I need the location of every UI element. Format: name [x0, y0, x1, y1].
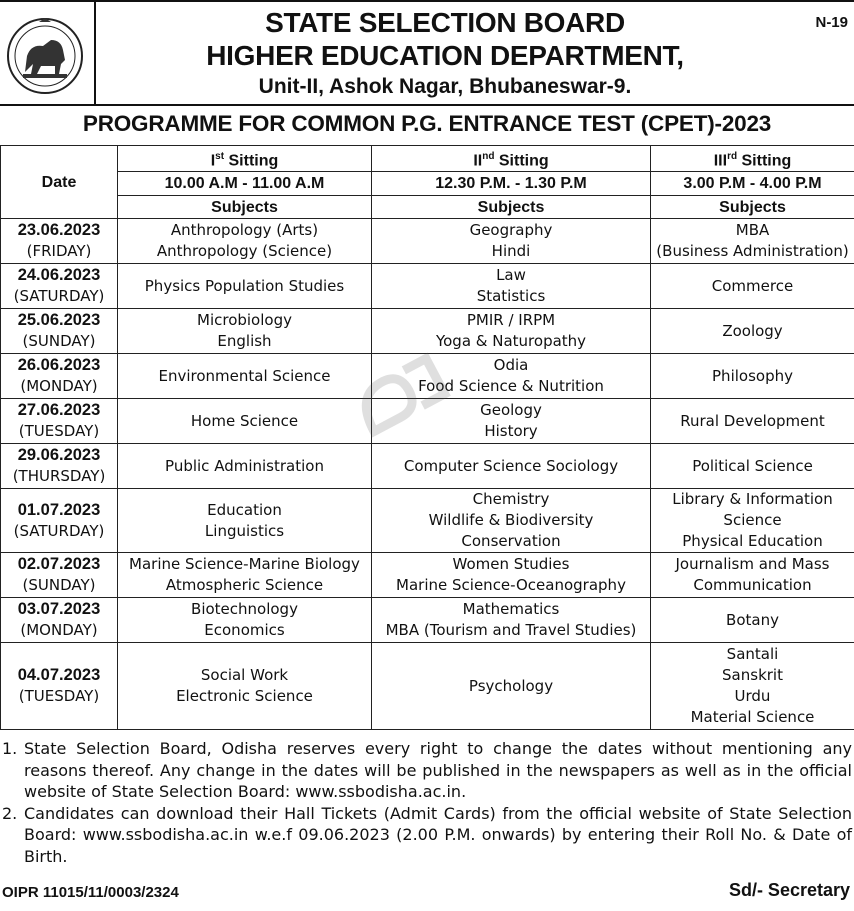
sitting-1-subjects [118, 264, 372, 309]
board-title: STATE SELECTION BOARD [265, 7, 625, 38]
subject: Physics Population Studies [144, 276, 345, 295]
subject: Home Science [190, 411, 299, 430]
schedule-table [0, 145, 854, 730]
sitting-3-subjects [651, 309, 854, 354]
note-1 [2, 738, 852, 803]
odisha-emblem-icon [5, 16, 85, 96]
date-cell [1, 219, 118, 264]
sitting-2-subjects [372, 553, 651, 598]
sitting-3-subjects [651, 399, 854, 444]
subject: Communication [693, 576, 812, 595]
date-cell [1, 354, 118, 399]
sitting-1-subjects [118, 309, 372, 354]
subject: Marine Science-Oceanography [396, 576, 626, 595]
table-row [1, 598, 854, 643]
subject: Botany [726, 610, 779, 629]
exam-day: (SUNDAY) [22, 332, 96, 351]
note-number: 2. [2, 803, 18, 823]
date-cell [1, 264, 118, 309]
subject: MBA [735, 221, 770, 240]
subject: Rural Development [680, 411, 825, 430]
subject: Economics [204, 621, 285, 640]
emblem-box [0, 2, 96, 106]
sitting-1-subjects [118, 444, 372, 489]
signature: Sd/- Secretary [728, 880, 850, 900]
note-text: Candidates can download their Hall Tickets (Admit Cards) from the official website of State Selection Board: www.ssbodisha.ac.in w.e.f 09.06.2023 (2.00 P.M. onwards) by entering their Roll No. & Date of Birth. [24, 803, 852, 866]
subject: Sanskrit [722, 666, 783, 685]
exam-day: (FRIDAY) [26, 242, 92, 261]
sitting-1-subjects [118, 643, 372, 730]
sitting-2-subjects [372, 643, 651, 730]
subjects-header: Subjects [651, 196, 854, 219]
subject: Social Work [200, 666, 289, 685]
sitting-2-subjects [372, 219, 651, 264]
subject: Marine Science-Marine Biology [129, 555, 360, 574]
sitting-1-subjects [118, 219, 372, 264]
sitting-3-subjects [651, 444, 854, 489]
subject: Wildlife & Biodiversity [428, 511, 594, 530]
subject: English [217, 332, 272, 351]
sitting-time-1: 10.00 A.M - 11.00 A.M [118, 172, 372, 196]
date-cell [1, 309, 118, 354]
sitting-2-subjects [372, 598, 651, 643]
subjects-header: Subjects [118, 196, 372, 219]
date-cell [1, 399, 118, 444]
subject: Linguistics [204, 521, 285, 540]
exam-day: (THURSDAY) [12, 467, 106, 486]
subject: Microbiology [197, 311, 292, 330]
subject: Philosophy [712, 366, 793, 385]
subject: Urdu [734, 687, 771, 706]
subject: Psychology [468, 676, 554, 695]
sitting-3-subjects [651, 264, 854, 309]
note-2 [2, 803, 852, 868]
subject: Atmospheric Science [165, 576, 324, 595]
sitting-3-subjects [651, 219, 854, 264]
sitting-2-subjects [372, 444, 651, 489]
sitting-1-subjects [118, 399, 372, 444]
table-row [1, 264, 854, 309]
subject: Geography [469, 221, 553, 240]
subject: Education [207, 500, 282, 519]
exam-date: 26.06.2023 [17, 356, 101, 375]
header [0, 0, 854, 106]
department-title: HIGHER EDUCATION DEPARTMENT, [206, 40, 684, 71]
subject: Santali [726, 645, 779, 664]
exam-date: 29.06.2023 [17, 446, 101, 465]
title-block [96, 6, 794, 100]
sitting-1-subjects [118, 598, 372, 643]
sitting-1-subjects [118, 553, 372, 598]
subject: Biotechnology [191, 600, 298, 619]
exam-day: (MONDAY) [20, 377, 98, 396]
table-row [1, 444, 854, 489]
table-row [1, 643, 854, 730]
date-cell [1, 444, 118, 489]
reference-number: OIPR 11015/11/0003/2324 [2, 884, 179, 901]
sitting-time-2: 12.30 P.M. - 1.30 P.M [372, 172, 651, 196]
exam-day: (SUNDAY) [22, 576, 96, 595]
sitting-2-subjects [372, 489, 651, 553]
subject: History [484, 422, 538, 441]
subject: Conservation [461, 532, 561, 551]
subject: Mathematics [462, 600, 560, 619]
subject: Anthropology (Arts) [170, 221, 319, 240]
sitting-1-subjects [118, 489, 372, 553]
sitting-3-subjects [651, 553, 854, 598]
note-text: State Selection Board, Odisha reserves every right to change the dates without mentioning any reasons thereof. Any change in the dates will be published in the newspapers as well as in the official website of State Selection Board: www.ssbodisha.ac.in. [24, 739, 852, 802]
date-cell [1, 553, 118, 598]
schedule-body [1, 219, 854, 730]
subject: Statistics [476, 287, 546, 306]
subject: Library & Information [672, 490, 833, 509]
sitting-3-subjects [651, 354, 854, 399]
exam-day: (SATURDAY) [13, 521, 105, 540]
subject: Material Science [690, 708, 815, 727]
sitting-header-1: Ist Sitting [118, 146, 372, 172]
subject: Law [496, 266, 526, 285]
exam-day: (MONDAY) [20, 621, 98, 640]
subject: Chemistry [472, 490, 550, 509]
exam-date: 24.06.2023 [17, 266, 101, 285]
table-row [1, 553, 854, 598]
subjects-header: Subjects [372, 196, 651, 219]
sitting-header-3: IIIrd Sitting [651, 146, 854, 172]
table-row [1, 489, 854, 553]
sitting-3-subjects [651, 643, 854, 730]
exam-day: (TUESDAY) [18, 422, 100, 441]
programme-title: PROGRAMME FOR COMMON P.G. ENTRANCE TEST (CPET)-2023 [82, 111, 772, 136]
subject: Geology [480, 401, 542, 420]
table-row [1, 219, 854, 264]
subject: Public Administration [165, 456, 324, 475]
address: Unit-II, Ashok Nagar, Bhubaneswar-9. [258, 75, 632, 98]
date-cell [1, 489, 118, 553]
exam-date: 04.07.2023 [17, 666, 101, 685]
note-number: 1. [2, 739, 18, 758]
subject: Women Studies [452, 555, 570, 574]
exam-day: (SATURDAY) [13, 287, 105, 306]
date-header: Date [1, 146, 118, 219]
date-cell [1, 598, 118, 643]
subject: Commerce [711, 276, 794, 295]
subject: Journalism and Mass [675, 555, 830, 574]
subject: MBA (Tourism and Travel Studies) [385, 621, 637, 640]
exam-date: 25.06.2023 [17, 311, 101, 330]
notes [2, 738, 852, 868]
sitting-time-3: 3.00 P.M - 4.00 P.M [651, 172, 854, 196]
subject: Environmental Science [158, 366, 331, 385]
exam-date: 03.07.2023 [17, 600, 101, 619]
notice-code: N-19 [815, 14, 848, 31]
subject: Political Science [692, 456, 813, 475]
date-cell [1, 643, 118, 730]
exam-date: 01.07.2023 [17, 500, 101, 519]
subject: Science [723, 511, 782, 530]
subject: Hindi [491, 242, 531, 261]
subject: Electronic Science [176, 687, 313, 706]
sitting-3-subjects [651, 489, 854, 553]
subject: Physical Education [682, 532, 823, 551]
subject: Yoga & Naturopathy [435, 332, 587, 351]
subject: Food Science & Nutrition [418, 377, 604, 396]
subject: Anthropology (Science) [156, 242, 333, 261]
exam-date: 23.06.2023 [17, 221, 101, 240]
sitting-2-subjects [372, 264, 651, 309]
subject: Computer Science Sociology [403, 456, 619, 475]
exam-date: 27.06.2023 [17, 401, 101, 420]
exam-day: (TUESDAY) [18, 687, 100, 706]
sitting-header-2: IInd Sitting [372, 146, 651, 172]
sitting-3-subjects [651, 598, 854, 643]
exam-date: 02.07.2023 [17, 555, 101, 574]
subject: Zoology [722, 321, 783, 340]
subject: (Business Administration) [656, 242, 849, 261]
subject: PMIR / IRPM [466, 311, 556, 330]
subject: Odia [493, 356, 529, 375]
